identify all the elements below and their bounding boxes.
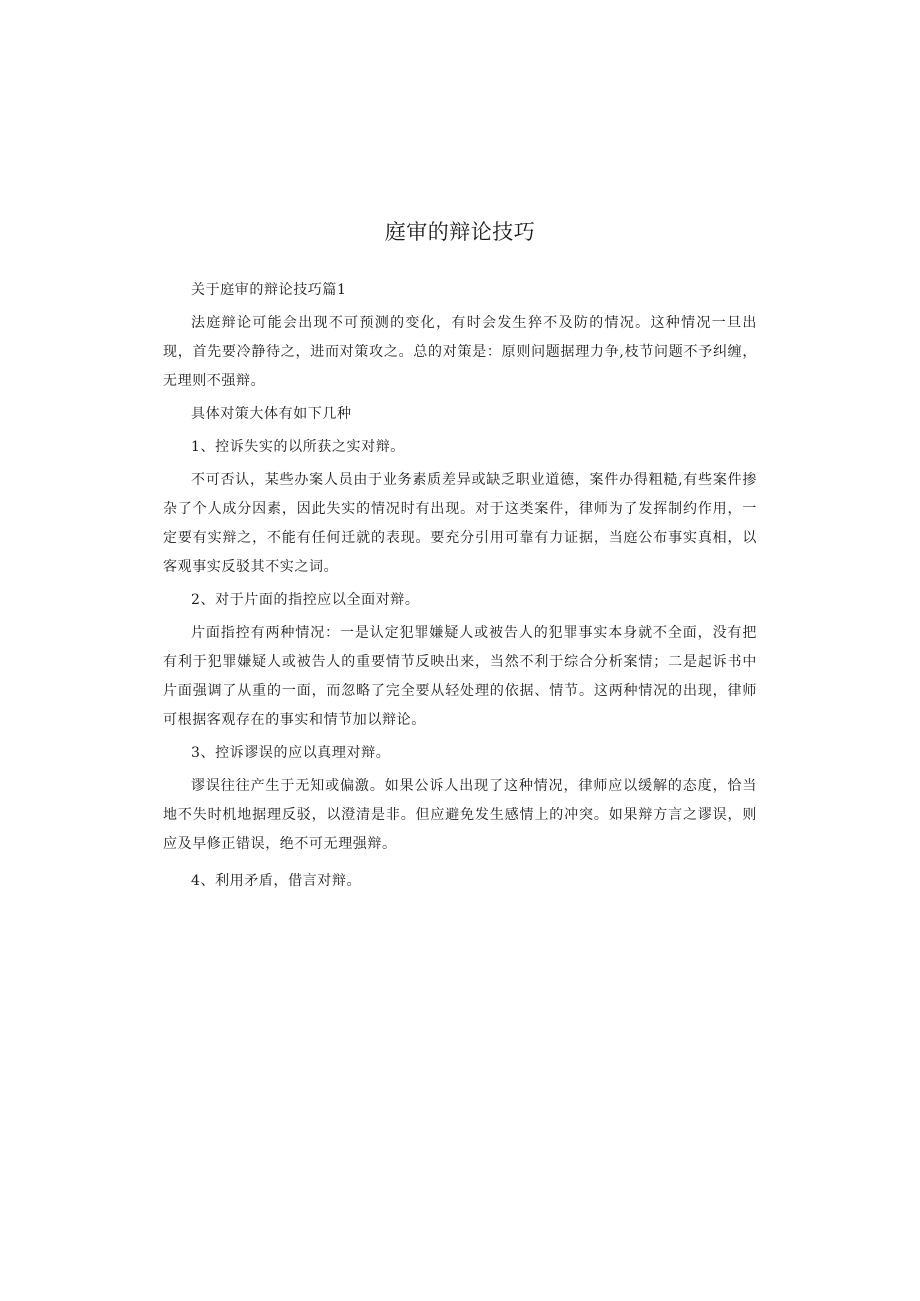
paragraph-item-4-heading: 4、利用矛盾，借言对辩。 — [191, 873, 362, 889]
paragraph-item-1-heading: 1、控诉失实的以所获之实对辩。 — [191, 439, 405, 455]
paragraph-item-3-body: 谬误往往产生于无知或偏激。如果公诉人出现了这种情况，律师应以缓解的态度，恰当地不失时机地据理反驳，以澄清是非。但应避免发生感情上的冲突。如果辩方言之谬误，则应及早修正错误，绝不可无理强辩。 — [163, 778, 757, 852]
paragraph-item-2-heading: 2、对于片面的指控应以全面对辩。 — [191, 592, 420, 608]
paragraph-subtitle: 关于庭审的辩论技巧篇1 — [191, 282, 347, 298]
document-title: 庭审的辩论技巧 — [384, 220, 536, 244]
paragraph-intro: 法庭辩论可能会出现不可预测的变化，有时会发生猝不及防的情况。这种情况一旦出现，首先要冷静待之，进而对策攻之。总的对策是：原则问题据理力争,枝节问题不予纠缠，无理则不强辩。 — [163, 315, 757, 389]
paragraph-item-3-heading: 3、控诉谬误的应以真理对辩。 — [191, 745, 391, 761]
paragraph-item-2-body: 片面指控有两种情况：一是认定犯罪嫌疑人或被告人的犯罪事实本身就不全面，没有把有利于犯罪嫌疑人或被告人的重要情节反映出来，当然不利于综合分析案情；二是起诉书中片面强调了从重的一面，而忽略了完全要从轻处理的依据、情节。这两种情况的出现，律师可根据客观存在的事实和情节加以辩论。 — [163, 625, 757, 728]
paragraph-item-1-body: 不可否认，某些办案人员由于业务素质差异或缺乏职业道德，案件办得粗糙,有些案件掺杂了个人成分因素，因此失实的情况时有出现。对于这类案件，律师为了发挥制约作用，一定要有实辩之，不能有任何迁就的表现。要充分引用可靠有力证据，当庭公布事实真相，以客观事实反驳其不实之词。 — [163, 472, 757, 575]
paragraph-strategies-heading: 具体对策大体有如下几种 — [191, 406, 352, 422]
document-body — [163, 276, 757, 900]
